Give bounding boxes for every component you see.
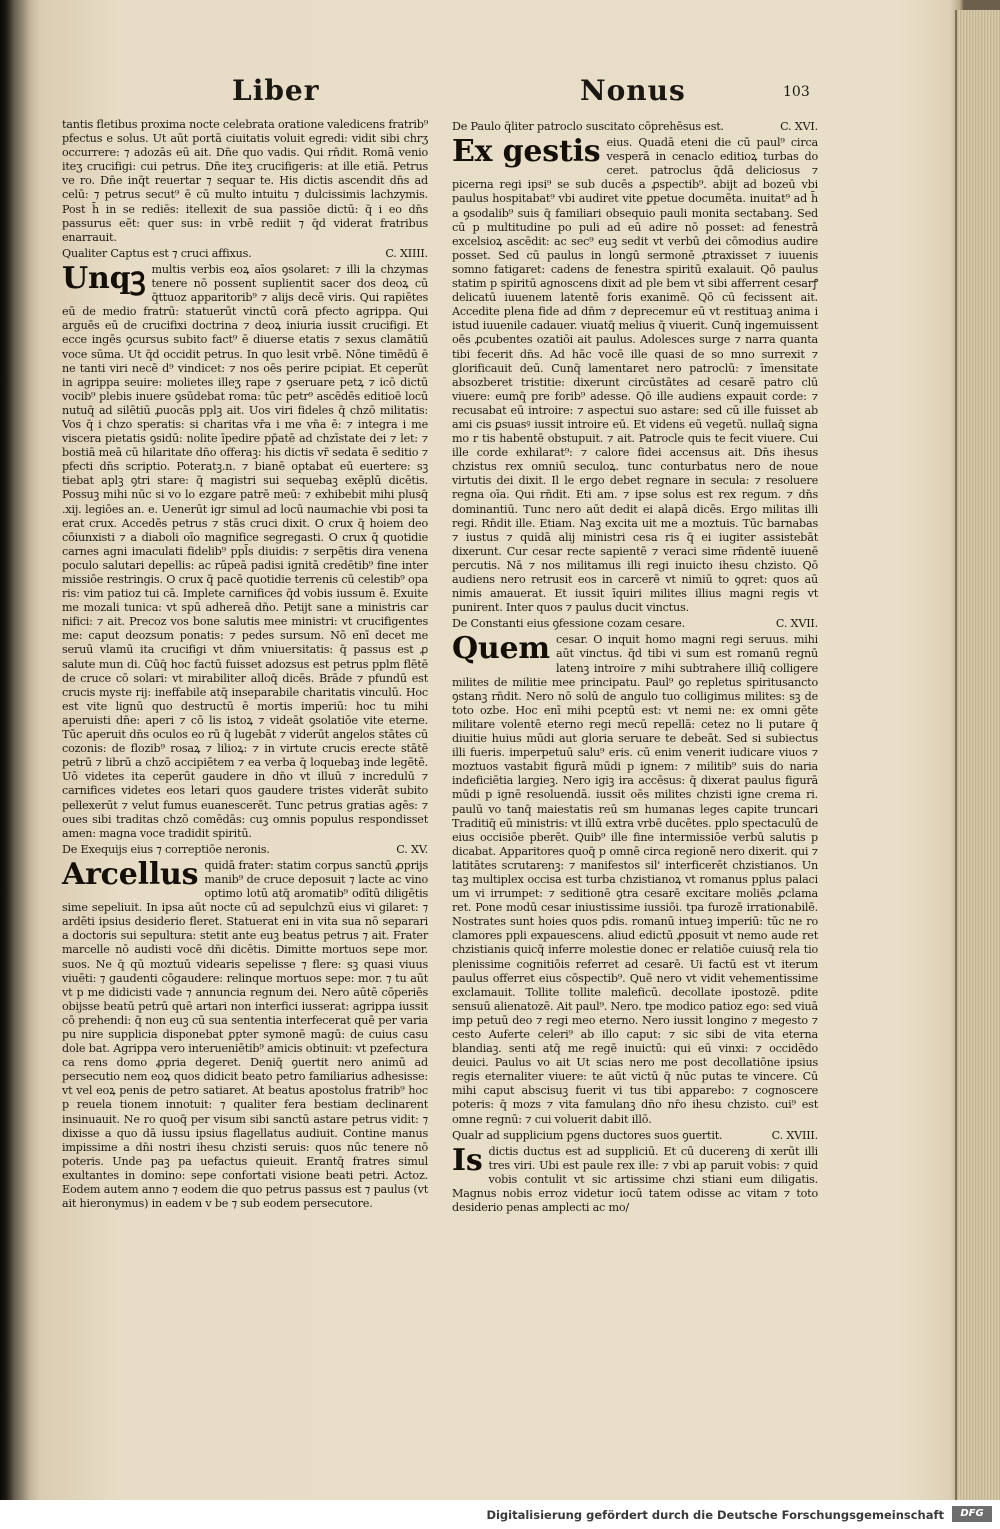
rubric-title: De Exequijs eius ⁊ correptiōe neronis. <box>62 842 270 856</box>
initial-letter: Ex gestis <box>452 134 601 170</box>
running-head-right: Nonus <box>580 74 686 107</box>
paragraph <box>452 136 818 615</box>
footer-bar <box>0 1500 1000 1529</box>
paragraph <box>62 856 428 1211</box>
paragraph <box>62 260 428 841</box>
initial-letter: Arcellus <box>62 856 199 892</box>
right-column <box>452 118 818 1215</box>
chapter-number: C. XIIII. <box>385 246 428 260</box>
chapter-rubric <box>62 247 428 261</box>
rubric-title: De Paulo q̄liter patroclo suscitato cōprehēsus est. <box>452 120 724 133</box>
chapter-rubric <box>452 1129 818 1143</box>
folio-number: 103 <box>783 84 810 100</box>
chapter-number: C. XVI. <box>780 120 818 133</box>
paragraph: tantis fletibus proxima nocte celebrata oratione valedicens fratrib⁹ pfectus e solus. Ut aūt portā ciuitatis voluit egredi: vidit sibi chrʒ occurrere: ⁊ adozās eū ait. Dn̄e quo vadis. Qui rn̄dit. Romā venio iteʒ crucifigi: cui petrus. Dn̄e iteʒ crucifigeris: at ille etiā. Petrus ve ro. Dn̄e inq̄t reuertar ⁊ sequar te. His dictis ascendit dn̄s ad celū: ⁊ petrus secut⁹ ē cū multo intuitu ⁊ dulcissimis lachzymis. Post h̄ in se rediēs: itellexit de sua passiōe dictū: q̄ i eo dn̄s passurus eēt: quer sus: in vrbē rediit ⁊ q̄d viderat fratribus enarrauit. <box>62 118 428 244</box>
rubric-title: Qualiter Captus est ⁊ cruci affixus. <box>62 246 252 260</box>
chapter-number: C. XVIII. <box>771 1128 818 1142</box>
initial-letter: Is <box>452 1142 483 1178</box>
paragraph <box>452 1142 818 1215</box>
rubric-title: Qualr ad supplicium pgens ductores suos ꝯuertit. <box>452 1128 723 1142</box>
rubric-title: De Constanti eius ꝯfessione cozam cesare. <box>452 617 685 631</box>
chapter-rubric <box>452 120 818 134</box>
paragraph-text: quidā frater: statim corpus sanctū ꝓprijs manib⁹ de cruce deposuit ⁊ lacte ac vino optimo lotū atq̄ aromatib⁹ odītū diligētis sime sepeliuit. In ipsa aūt nocte cū ad sepulchzū eius vi gilaret: ⁊ ardēti ipsius desiderio fleret. Statuerat eni in vita sua nō separari a doctoris sui sepultura: stetit ante euꝫ beatus petrus ⁊ ait. Frater marcelle nō audisti vocē dn̄i dicētis. Dimitte mortuos sepe mor. suos. Ne q̄ qū moztuū videaris sepelisse ⁊ flere: sꝫ quasi viuus viuēti: ⁊ gaudenti cōgaudere: relinque mortuos sepe: mor. ⁊ tu aūt vt p me didicisti vade ⁊ annuncia regnum dei. Nero aūtē cōperiēs obijsse beatū petrū quē artari non interfici iusserat: agrippa iussit cō prehendi: q̄ non euꝫ cū sua sententia interfecerat quē per varia pu nire supplicia disponebat ꝑpter symonē magū: de cuius casu dole bat. Agrippa vero interueniētib⁹ amicis obtinuit: vt pzefectura ca rens domo ꝓpria degeret. Deniq̄ ꝯuertit nero animū ad persecutio nem eoꝝ quos didicit beato petro familiarius adhesisse: vt vel eoꝝ penis de petro satiaret. At beatus apostolus fratrib⁹ hoc p reuela tionem innotuit: ⁊ qualiter fera bestiam declinarent insinuauit. Ne ro quoq̄ per visum sibi sanctū astare petrus vidit: ⁊ dixisse a quo dā iussu ipsius flagellatus audiuit. Contine manus impissime a dn̄i nostri ihesu chzisti seruis: quos nūc tenere nō poteris. Unde paꝫ pa uefactus quieuit. Erantq̄ fratres simul exultantes in domino: sepe confortati visione beati petri. Actoz. Eodem autem anno ⁊ eodem die quo petrus passus est ⁊ paulus (vt ait hieronymus) in eadem v be ⁊ sub eodem persecutore. <box>62 858 428 1211</box>
binding-shadow <box>0 0 30 1500</box>
page-edges <box>955 10 1000 1500</box>
paragraph-text: eius. Quadā eteni die cū paul⁹ circa vesperā in cenaclo editioꝝ turbas do ceret. patroclus q̄dā deliciosus ⁊ picerna regi ipsi⁹ se sub ducēs a ꝓspectib⁹. abijt ad bozeū vbi paulus hospitabat⁹ vbi audiret vite ꝑpetue documēta. inuitat⁹ ad h̄ a ꝯsodalib⁹ suis q̄ familiari obsequio pauli monita sectabanꝫ. Sed cū p multitudine po puli ad eū adire nō posset: ad fenestrā excelsioꝝ ascēdit: ac sec⁹ euꝫ sedit vt verbū dei cōmodius audire posset. Sed cū paulus in longū sermonē ꝓtraxisset ⁊ iuuenis somno fatigaret: cadens de fenestra spiritū exalauit. Qō paulus statim p spiritū agnoscens dixit ad ple bem vt sibi afferrent cesarꝭ delicatū iuuenem latentē foris exanimē. Qō cū fecissent ait. Accedite plena fide ad dn̄m ⁊ deprecemur eū vt restituaꝫ anima i istud iuuenile cadauer. viuatq̄ melius q̄ viuerit. Cunq̄ ingemuissent oēs ꝓcubentes ozatiōi ait paulus. Adolesces surge ⁊ narra quanta tibi fecerit dn̄s. Ad hāc vocē ille quasi de so mno surrexit ⁊ glorificauit deū. Cunq̄ lamentaret nero patroclū: ⁊ īmensitate absozberet tristitie: dixerunt circūstātes ad cesarē patro clū viuere: eumq̄ pre forib⁹ adesse. Qō ille audiens expauit corde: ⁊ recusabat eū introire: ⁊ aspectui suo astare: sed cū ille fuisset ab ami cis ꝑsuasꝰ iussit introire eū. Et videns eū vegetū. nullaq̄ signa mo r tis habentē obstupuit. ⁊ ait. Patrocle quis te fecit viuere. Cui ille corde exhilarat⁹: ⁊ calore fidei accensus ait. Dn̄s ihesus chzistus rex omniū seculoꝝ. tunc conturbatus nero de noue virtutis dei dixit. Il le ergo debet regnare in secula: ⁊ resoluere regna oīa. Qui rn̄dit. Eti am. ⁊ ipse solus est rex regum. ⁊ dn̄s dominantiū. Tunc nero aūt dedit ei alapā dicēs. Ergo militas illi regi. Rn̄dit ille. Etiam. Naꝫ excita uit me a moztuis. Tūc barnabas ⁊ iustus ⁊ quidā alij ministri cesa ris q̄ ei iugiter assistebāt dixerunt. Cur cesar recte sapientē ⁊ veraci sime rn̄dentē iuuenē percutis. Nā ⁊ nos militamus illi regi inuicto ihesu chzisto. Qō audiens nero retrusit eos in carcerē vt nimiū to ꝯqret: quos aū nimis amauerat. Et iussit īquiri milites illius magni regis vt punirent. Inter quos ⁊ paulus ducit vinctus. <box>452 136 818 615</box>
chapter-number: C. XV. <box>396 842 428 856</box>
chapter-rubric <box>62 843 428 857</box>
dfg-logo: DFG <box>952 1506 992 1522</box>
paragraph-text: multis verbis eoꝝ aīos ꝯsolaret: ⁊ illi la chzymas tenere nō possent suplientit sacer dos deoꝝ cū q̄ttuoz apparitorib⁹ ⁊ alijs decē viris. Qui rapiētes eū de medio fratrū: statuerūt vinctū corā pfecto agrippa. Qui arguēs eū de crucifixi doctrina ⁊ deoꝝ iniuria iussit crucifigi. Et ecce ingēs ꝯcursus subito fact⁹ ē diuerse etatis ⁊ sexus clamātiū voce sūma. Ut q̄d occidit petrus. In quo lesit vrbē. Nōne timēdū ē ne tanti viri necē d⁹ vindicet: ⁊ nos oēs perire pcipiat. Et ceperūt in agrippa seuire: molietes illeʒ rape ⁊ ꝯseruare petꝝ ⁊ icō dictū vocib⁹ plebis inuere ꝯsūdebat roma: tūc petr⁹ ascēdēs editioē locū nutuq̄ ad silētiū ꝓuocās pplꝫ ait. Uos viri fideles q̄ chzō militatis: Vos q̄ i chzo speratis: si charitas vr̄a i me vn̄a ē: ⁊ integra i me viscera pietatis ꝯsidū: nolite īpedire pp̄atē ad chzīstate dei ⁊ let: ⁊ bostiā meā cū hilaritate dn̄o offeraꝫ: his dictis vr̄ sedata ē seditio ⁊ pfecti dn̄s scriptio. Poteratꝫ.n. ⁊ bianē optabat eū euertere: sꝫ tiebat aplꝫ ꝯtri stare: q̄ magistri sui sequebaꝫ exēplū dicētis. Possuꝫ mihi nūc si vo lo ezgare patrē meū: ⁊ exhibebit mihi plusq̄ .xij. legiōes an. e. Uenerūt igr simul ad locū naumachie vbi posi ta erat crux. Accedēs petrus ⁊ stās cruci dixit. O crux q̄ hoiem deo cōiunxisti ⁊ a diaboli oīo magnifice segregasti. O crux q̄ quotidie carnes agni imaculati fidelib⁹ ppl̄s diuidis: ⁊ serpētis dira venena poculo salutari depellis: ac rūpeā padisi ignitā credētib⁹ fine inter missiōe restringis. O crux q̄ pacē quotidie terrenis cū celestib⁹ opa ris: vim patioz tui cā. Implete carnifices q̄d vobis iussum ē. Exuite me mozali tunica: vt spū adhereā dn̄o. Petijt sane a ministris car nifici: ⁊ ait. Precoz vos bone salutis mee ministri: vt crucifigentes me: caput deozsum ponatis: ⁊ pedes sursum. Nō enī decet me seruū vlamū ita crucifigi vt dn̄m vniuersitatis: q̄ passus est ꝓ salute mun di. Cūq̄ hoc factū fuisset adozsus est petrus pplm flētē de cruce cō solari: vt mirabiliter alloq̄ dicēs. Brāde ⁊ pfundū est crucis myste rij: ineffabile atq̄ inseparabile charitatis vinculū. Hoc est vite lignū quo destructū ē mortis imperiū: hoc tu mihi aperuisti dn̄e: aperi ⁊ cō lis istoꝝ ⁊ videāt ꝯsolatiōe vite eterne. Tūc aperuit dn̄s oculos eo rū q̄ lugebāt ⁊ viderūt angelos stātes cū cozonis: de flozib⁹ rosaꝝ ⁊ lilioꝝ: ⁊ in virtute crucis erecte stātē petrū ⁊ librū a chzō accipiētem ⁊ ea verba q̄ loquebaꝫ inde legētē. Uō videtes ita ceperūt gaudere in dn̄o vt illuū ⁊ incredulū ⁊ carnifices videtes eos letari quos gaudere tristes viderāt subito pellexerūt ⁊ velut fumus euanescerēt. Tunc petrus gratias agēs: ⁊ oues sibi traditas chzō comēdās: cuꝫ omnis populus respondisset amen: magna voce tradidit spiritū. <box>62 262 428 840</box>
left-column <box>62 118 428 1211</box>
initial-letter: Unqꝫ <box>62 260 146 296</box>
chapter-rubric <box>452 617 818 631</box>
initial-letter: Quem <box>452 631 550 667</box>
paragraph <box>452 633 818 1126</box>
paragraph-text: dictis ductus est ad suppliciū. Et cū ducerenꝫ di xerūt illi tres viri. Ubi est paule rex ille: ⁊ vbi ap paruit vobis: ⁊ quid vobis contulit vt sic artissime chzi stiani eum diligatis. Magnus nobis erroz videtur iocū tatem odisse ac vitam ⁊ toto desiderio penas amplecti ac mo/ <box>452 1144 818 1215</box>
chapter-number: C. XVII. <box>775 617 818 631</box>
funding-notice: Digitalisierung gefördert durch die Deutsche Forschungsgemeinschaft <box>486 1508 944 1522</box>
paragraph-text: cesar. O inquit homo magni regi seruus. mihi aūt vinctus. q̄d tibi vi sum est romanū regnū latenꝫ introire ⁊ mihi subtrahere illiq̄ colligere milites de militie mee principatu. Paul⁹ ꝯo repletus spiritusancto ꝯstanꝫ rn̄dit. Nero nō solū de angulo tuo colligimus milites: sꝫ de toto ozbe. Hoc enī mihi pceptū est: vt nemi ne: ex omni gēte militare volentē eterno regi mecū repellā: cetez no li putare q̄ diuitie huius mūdi aut gloria seruare te debeāt. Sed si subiectus illi fueris. imperpetuū salu⁹ eris. cū enim venerit iudicare viuos ⁊ moztuos vastabit figurā mūdi p ignem: ⁊ militib⁹ suis do naria indeficiētia largieꝫ. Nero igiꝫ ira accēsus: q̄ dixerat paulus figurā mūdi p ignē resoluendā. iussit oēs milites chzisti igne crema ri. paulū vo tanq̄ maiestatis reū sm humanas leges capite truncari Traditiq̄ eū ministris: vt illū extra vrbē ducētes. pplo spectaculū de eius occisiōe pberēt. Quib⁹ ille fine intermissiōe verbū salutis p dicabat. Apparitores quoq̄ p omnē circa regionē nero dixerit. qui ⁊ latitātes scrutarenꝫ: ⁊ manifestos sil' interficerēt chzistianos. Un taꝫ multiplex occisa est turba chzistianoꝝ vt romanus pplus palaci um vi irrumpet: ⁊ seditionē ꝯtra cesarē excitare moliēs ꝓclama ret. Pone modū cesar iniustissime iussiōi. tpa furozē irrationabilē. Nostrates sunt hoies quos pdis. romanū intueꝫ imperiū: tūc ne ro clamores ppli expauescens. aliud edictū ꝓposuit vt nemo aude ret chzistianis quicq̄ inferre molestie donec er relatiōe cuiusq̄ rela tio plenissime cognitiōis referret ad cesarē. Ui factū est vt iterum paulus offerret eius cōspectib⁹. Quē nero vt vidit vehementissime exclamauit. Tollite tollite maleficū. decollate ipostozē. pdite sensuū alienatozē. Ait paul⁹. Nero. tpe modico patioz ego: sed viuā imp petuū deo ⁊ regi meo eterno. Nero iussit longino ⁊ megesto ⁊ cesto Auferte celeri⁹ ab illo caput: ⁊ sic sibi de vita eterna blandiaꝫ. senti atq̄ me regē inuictū: qui eū vinxi: ⁊ occidēdo deuici. Paulus vo ait Ut scias nero me post decollatiōne ipsius regis eternaliter viuere: te aūt victū q̄ nūc putas te vincere. Cū mihi caput abscisuꝫ fuerit vi tus tibi apparebo: ⁊ cognoscere poteris: q̄ mozs ⁊ vita famulanꝫ dn̄o nr̄o ihesu chzisto. cui⁹ est omne regnū: ⁊ cui voluerit dabit illō. <box>452 633 818 1126</box>
running-head-left: Liber <box>232 74 320 107</box>
